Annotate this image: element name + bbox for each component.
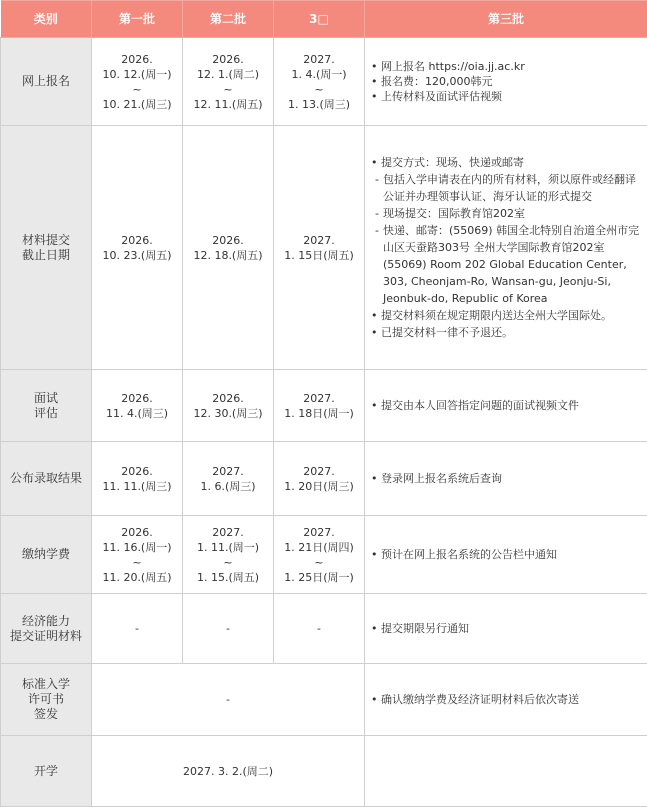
semester-start-info-empty (365, 736, 647, 807)
apply-batch-3-date: 2027. 1. 4.(周一) ~ 1. 13.(周三) (274, 38, 365, 126)
financial-info-text: • 提交期限另行通知 (371, 621, 641, 636)
financial-batch-2: - (183, 594, 274, 664)
row-label-online-application: 网上报名 (1, 38, 92, 126)
apply-info-url: • 网上报名 https://oia.jj.ac.kr (371, 59, 641, 74)
result-info (365, 442, 647, 516)
row-semester-start (1, 736, 647, 807)
row-tuition-payment (1, 516, 647, 594)
permit-info-text: • 确认缴纳学费及经济证明材料后依次寄送 (371, 692, 641, 707)
row-label-tuition-payment: 缴纳学费 (1, 516, 92, 594)
docs-info-method: • 提交方式：现场、快递或邮寄 (371, 154, 641, 171)
interview-batch-2-date: 2026. 12. 30.(周三) (183, 370, 274, 442)
row-interview (1, 370, 647, 442)
row-online-application (1, 38, 647, 126)
header-batch-1: 第一批 (92, 1, 183, 38)
docs-info-originals: - 包括入学申请表在内的所有材料，须以原件或经翻译公证并办理领事认证、海牙认证的形式提交 (371, 171, 641, 205)
semester-start-date: 2027. 3. 2.(周二) (92, 736, 365, 807)
header-batch-3-info: 第三批 (365, 1, 647, 38)
row-financial-proof (1, 594, 647, 664)
row-label-semester-start: 开学 (1, 736, 92, 807)
docs-info-onsite: - 现场提交：国际教育馆202室 (371, 205, 641, 222)
interview-info-text: • 提交由本人回答指定问题的面试视频文件 (371, 398, 641, 413)
docs-info-deadline-note: • 提交材料须在规定期限内送达全州大学国际处。 (371, 307, 641, 324)
apply-info-upload: • 上传材料及面试评估视频 (371, 89, 641, 104)
apply-batch-1-date: 2026. 10. 12.(周一) ~ 10. 21.(周三) (92, 38, 183, 126)
row-label-interview: 面试 评估 (1, 370, 92, 442)
permit-merged-value: - (92, 664, 365, 736)
header-batch-2: 第二批 (183, 1, 274, 38)
header-category: 类别 (1, 1, 92, 38)
docs-batch-3-date: 2027. 1. 15日(周五) (274, 126, 365, 370)
row-label-document-deadline: 材料提交 截止日期 (1, 126, 92, 370)
docs-batch-2-date: 2026. 12. 18.(周五) (183, 126, 274, 370)
tuition-batch-2-date: 2027. 1. 11.(周一) ~ 1. 15.(周五) (183, 516, 274, 594)
docs-batch-1-date: 2026. 10. 23.(周五) (92, 126, 183, 370)
interview-info (365, 370, 647, 442)
header-batch-3: 3□ (274, 1, 365, 38)
financial-batch-3: - (274, 594, 365, 664)
financial-info (365, 594, 647, 664)
interview-batch-1-date: 2026. 11. 4.(周三) (92, 370, 183, 442)
table-header-row (1, 1, 647, 38)
result-batch-2-date: 2027. 1. 6.(周三) (183, 442, 274, 516)
result-info-text: • 登录网上报名系统后查询 (371, 471, 641, 486)
tuition-batch-3-date: 2027. 1. 21日(周四) ~ 1. 25日(周一) (274, 516, 365, 594)
tuition-info (365, 516, 647, 594)
financial-batch-1: - (92, 594, 183, 664)
docs-info-no-return: • 已提交材料一律不予退还。 (371, 324, 641, 341)
row-document-deadline (1, 126, 647, 370)
tuition-batch-1-date: 2026. 11. 16.(周一) ~ 11. 20.(周五) (92, 516, 183, 594)
row-admission-permit (1, 664, 647, 736)
row-label-financial-proof: 经济能力 提交证明材料 (1, 594, 92, 664)
apply-info-fee: • 报名费：120,000韩元 (371, 74, 641, 89)
row-admission-result (1, 442, 647, 516)
interview-batch-3-date: 2027. 1. 18日(周一) (274, 370, 365, 442)
apply-info (365, 38, 647, 126)
docs-info-mail-address: - 快递、邮寄：(55069) 韩国全北特别自治道全州市完山区天蚕路303号 全州大学国际教育馆202室 (55069) Room 202 Global Education Center, 303, Cheonjam-Ro, Wansan-gu, Jeonju-Si, Jeonbuk-do, Republic of Korea (371, 222, 641, 307)
apply-batch-2-date: 2026. 12. 1.(周二) ~ 12. 11.(周五) (183, 38, 274, 126)
permit-info (365, 664, 647, 736)
result-batch-3-date: 2027. 1. 20日(周三) (274, 442, 365, 516)
result-batch-1-date: 2026. 11. 11.(周三) (92, 442, 183, 516)
row-label-admission-result: 公布录取结果 (1, 442, 92, 516)
tuition-info-text: • 预计在网上报名系统的公告栏中通知 (371, 547, 641, 562)
row-label-admission-permit: 标准入学 许可书 签发 (1, 664, 92, 736)
docs-info (365, 126, 647, 370)
